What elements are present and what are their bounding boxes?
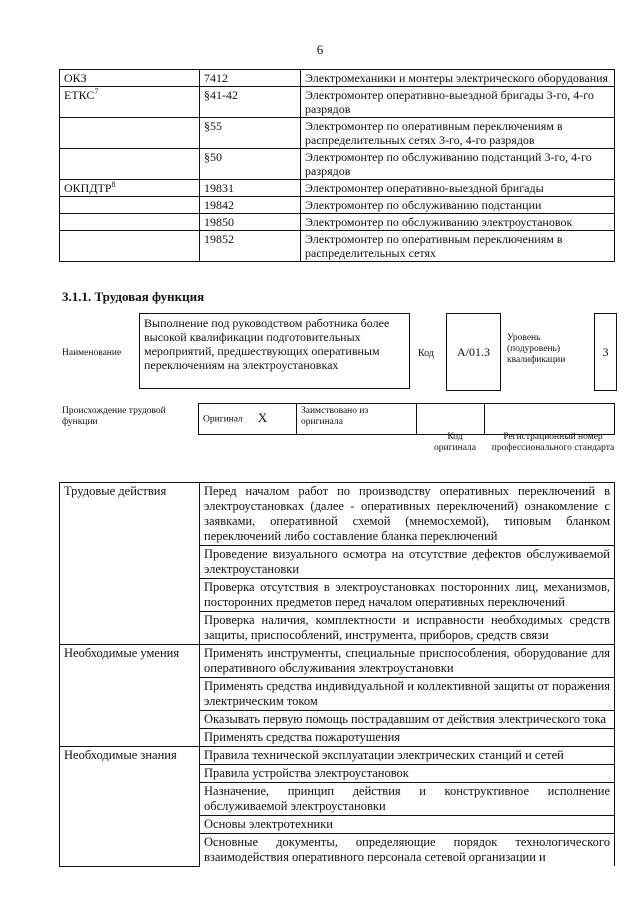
code-system (60, 214, 200, 231)
level-label: Уровень (подуровень) квалификации (507, 333, 566, 365)
detail-item: Проверка наличия, комплектности и исправности необходимых средств защиты, приспособлений, инструмента, приборов, средств связи (200, 612, 615, 645)
code-description: Электромонтер по оперативным переключениям в распределительных сетях 3-го, 4-го разрядов (301, 118, 615, 149)
footnote-mark: 8 (111, 180, 116, 189)
function-name: Выполнение под руководством работника более высокой квалификации подготовительных мероприятий, предшествующих оперативным переключениям на электроустановках (139, 313, 410, 389)
codes-row (60, 180, 615, 197)
origin-table (198, 403, 615, 435)
code-number: 19850 (200, 214, 301, 231)
origin-reg-caption: Регистрационный номер профессионального стандарта (491, 432, 615, 453)
origin-original-cell (199, 404, 297, 435)
detail-group-label: Необходимые умения (60, 645, 200, 747)
code-number: 19852 (200, 231, 301, 262)
code-description: Электромонтер оперативно-выездной бригады 3-го, 4-го разрядов (301, 87, 615, 118)
code-system-label: ОКЗ (64, 71, 87, 85)
detail-item: Применять инструменты, специальные приспособления, оборудование для оперативного обслуживания электроустановки (200, 645, 615, 678)
level-value: 3 (594, 313, 617, 391)
detail-item: Правила технической эксплуатации электрических станций и сетей (200, 747, 615, 765)
origin-reg-cell (485, 404, 615, 435)
code-description: Электромонтер по обслуживанию подстанций 3-го, 4-го разрядов (301, 149, 615, 180)
code-system (60, 70, 200, 87)
origin-borrowed: Заимствовано из оригинала (297, 404, 417, 435)
codes-row (60, 231, 615, 262)
detail-group-label: Трудовые действия (60, 483, 200, 645)
function-code: А/01.3 (446, 313, 501, 391)
codes-row (60, 197, 615, 214)
code-number: §55 (200, 118, 301, 149)
code-number: §41-42 (200, 87, 301, 118)
origin-original: Оригинал (203, 414, 243, 425)
detail-row (60, 645, 615, 678)
detail-item: Перед началом работ по производству оперативных переключений в электроустановках (далее - оперативных переключений) ознакомление с заявками, оперативной схемой (мнемосхемой), типовым бланком переключений либо составление бланка переключений (200, 483, 615, 546)
detail-group-label: Необходимые знания (60, 747, 200, 867)
detail-item: Основные документы, определяющие порядок технологического взаимодействия оперативного персонала сетевой организации и (200, 834, 615, 867)
codes-row (60, 87, 615, 118)
code-system (60, 118, 200, 149)
code-number: 19831 (200, 180, 301, 197)
detail-item: Применять средства пожаротушения (200, 729, 615, 747)
code-description: Электромонтер по обслуживанию электроустановок (301, 214, 615, 231)
detail-item: Оказывать первую помощь пострадавшим от действия электрического тока (200, 711, 615, 729)
code-system (60, 231, 200, 262)
name-label: Наименование (62, 348, 122, 358)
detail-item: Правила устройства электроустановок (200, 765, 615, 783)
codes-row (60, 70, 615, 87)
detail-item: Назначение, принцип действия и конструктивное исполнение обслуживаемой электроустановки (200, 783, 615, 816)
code-system-label: ОКПДТР (64, 181, 112, 195)
codes-row (60, 214, 615, 231)
codes-row (60, 118, 615, 149)
code-system-label: ЕТКС (64, 88, 95, 102)
code-system (60, 197, 200, 214)
code-number: 19842 (200, 197, 301, 214)
code-system (60, 149, 200, 180)
detail-item: Проверка отсутствия в электроустановках посторонних лиц, механизмов, посторонних предметов перед началом оперативных переключений (200, 579, 615, 612)
page-number: 6 (316, 42, 324, 57)
code-label: Код (418, 348, 434, 359)
detail-item: Основы электротехники (200, 816, 615, 834)
code-description: Электромонтер по оперативным переключениям в распределительных сетях (301, 231, 615, 262)
code-system (60, 87, 200, 118)
code-system (60, 180, 200, 197)
origin-code-caption: Код оригинала (434, 432, 476, 453)
detail-item: Проведение визуального осмотра на отсутствие дефектов обслуживаемой электроустановки (200, 546, 615, 579)
codes-row (60, 149, 615, 180)
detail-row (60, 483, 615, 546)
codes-table (59, 69, 615, 262)
code-number: §50 (200, 149, 301, 180)
function-details-table (59, 482, 615, 867)
footnote-mark: 7 (94, 87, 99, 96)
section-title: 3.1.1. Трудовая функция (62, 289, 205, 304)
code-number: 7412 (200, 70, 301, 87)
origin-code-cell (417, 404, 485, 435)
origin-mark: X (257, 410, 268, 425)
origin-label: Происхождение трудовой функции (62, 406, 166, 427)
detail-row (60, 747, 615, 765)
code-description: Электромонтер по обслуживанию подстанции (301, 197, 615, 214)
detail-item: Применять средства индивидуальной и коллективной защиты от поражения электрическим током (200, 678, 615, 711)
code-description: Электромеханики и монтеры электрического оборудования (301, 70, 615, 87)
code-description: Электромонтер оперативно-выездной бригады (301, 180, 615, 197)
